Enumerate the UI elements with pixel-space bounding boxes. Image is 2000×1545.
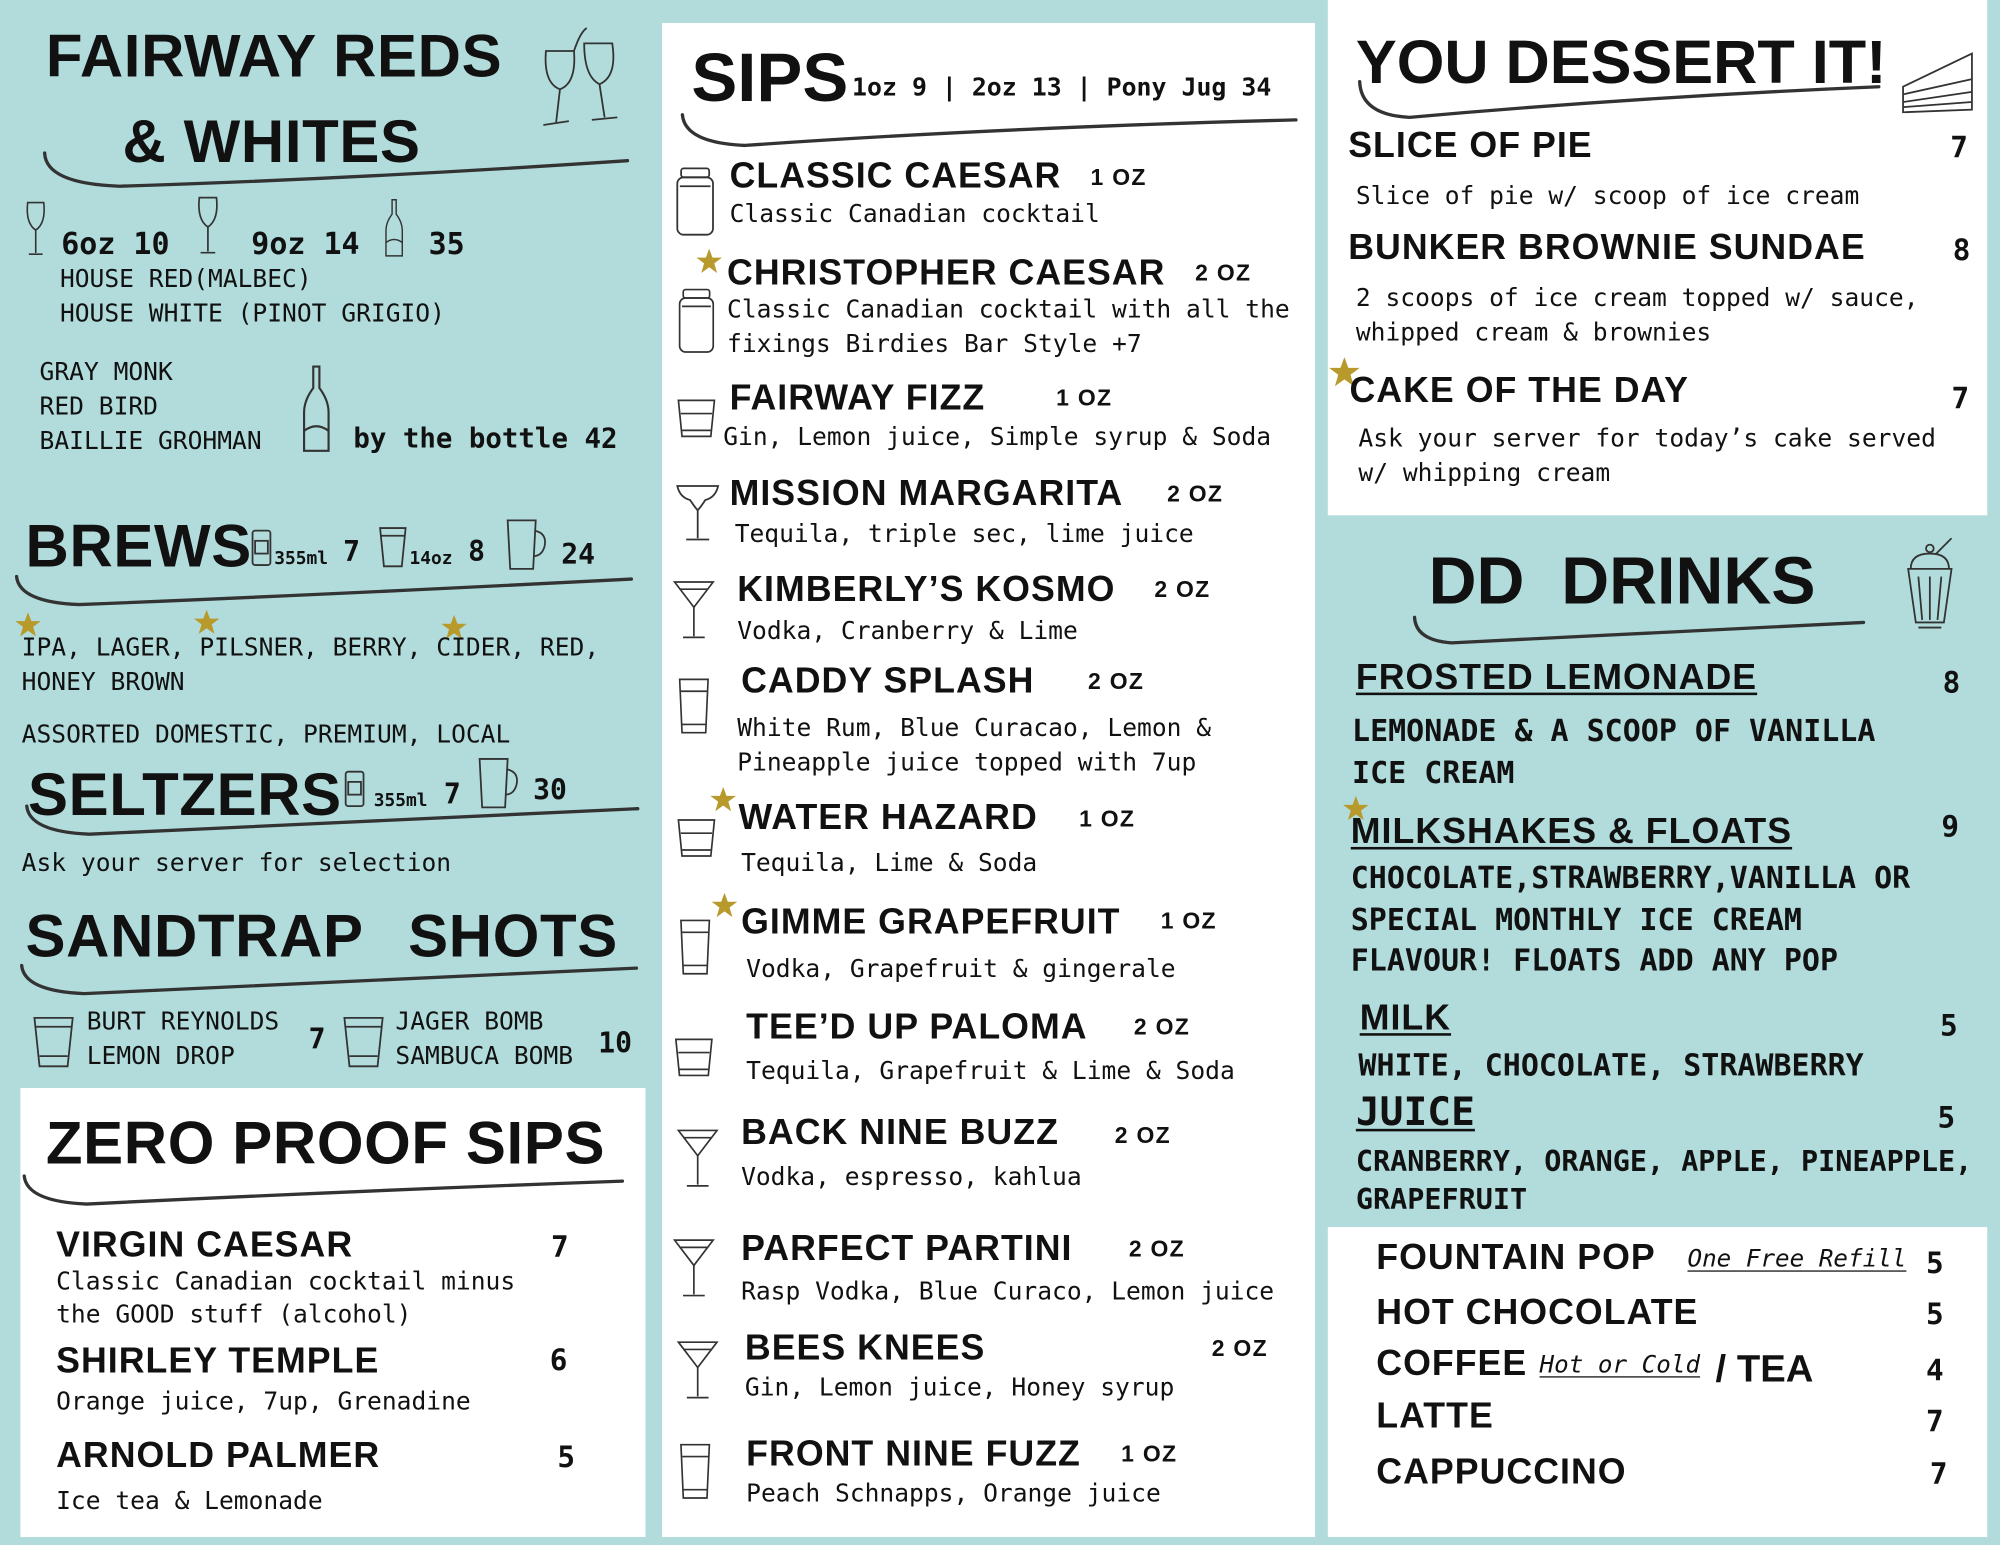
shots-swoosh-divider — [20, 963, 639, 999]
shot-item: JAGER BOMB — [395, 1006, 544, 1036]
sip-item-name: FAIRWAY FIZZ — [729, 377, 986, 418]
sip-item-name: CLASSIC CAESAR — [729, 155, 1062, 196]
bottle-wine-item: BAILLIE GROHMAN — [39, 426, 262, 456]
sip-item-name: KIMBERLY’S KOSMO — [737, 568, 1116, 609]
sip-item-size: 1 OZ — [1056, 385, 1113, 411]
hot-drink-price: 7 — [1929, 1457, 1948, 1492]
hot-drink-note: One Free Refill — [1687, 1244, 1907, 1273]
dd-item-name: MILK — [1359, 997, 1452, 1037]
dessert-item-name: CAKE OF THE DAY — [1349, 369, 1689, 410]
shot-item: SAMBUCA BOMB — [395, 1040, 574, 1071]
zero-proof-item-name: SHIRLEY TEMPLE — [56, 1340, 380, 1381]
sips-pricing: 1oz 9 | 2oz 13 | Pony Jug 34 — [852, 72, 1272, 103]
dessert-item-price: 7 — [1951, 382, 1970, 416]
highball-glass-icon — [677, 675, 710, 739]
sip-item-size: 1 OZ — [1079, 806, 1136, 832]
dd-item-price: 8 — [1942, 667, 1961, 701]
shot-item: BURT REYNOLDS — [86, 1006, 280, 1036]
brews-list: HONEY BROWN — [21, 667, 185, 697]
star-icon — [194, 610, 220, 636]
dd-item-desc: SPECIAL MONTHLY ICE CREAM — [1350, 901, 1802, 938]
cake-slice-icon — [1901, 51, 1978, 115]
sips-panel — [662, 23, 1315, 1537]
dessert-item-desc: Ask your server for today’s cake served — [1358, 423, 1936, 453]
sip-item-name: CHRISTOPHER CAESAR — [727, 252, 1166, 293]
house-white: HOUSE WHITE (PINOT GRIGIO) — [59, 298, 445, 328]
wine-bottle-icon — [384, 198, 404, 259]
star-icon — [710, 787, 736, 813]
dessert-title: YOU DESSERT IT! — [1355, 29, 1887, 97]
margarita-glass-icon — [675, 482, 721, 543]
rocks-glass-icon — [676, 816, 717, 859]
dd-item-name: JUICE — [1355, 1089, 1475, 1136]
sip-item-size: 2 OZ — [1133, 1014, 1191, 1040]
hot-drink-name: HOT CHOCOLATE — [1376, 1292, 1699, 1332]
sip-item-size: 2 OZ — [1195, 260, 1252, 286]
hot-drink-name: LATTE — [1376, 1395, 1494, 1435]
beer-can-icon — [251, 527, 271, 568]
dd-item-desc: CHOCOLATE,STRAWBERRY,VANILLA OR — [1350, 859, 1911, 896]
sip-item-desc: Tequila, Lime & Soda — [741, 848, 1038, 878]
dd-item-price: 5 — [1940, 1010, 1958, 1044]
brews-assorted: ASSORTED DOMESTIC, PREMIUM, LOCAL — [21, 719, 511, 749]
seltzers-can-size: 355ml — [373, 790, 428, 812]
sip-item-size: 2 OZ — [1154, 576, 1211, 603]
sip-item-desc: Gin, Lemon juice, Honey syrup — [744, 1372, 1175, 1402]
shots-price-1: 7 — [308, 1024, 326, 1057]
zero-proof-item-price: 7 — [551, 1230, 569, 1265]
dessert-item-price: 8 — [1952, 234, 1971, 268]
sips-swoosh-divider — [681, 112, 1298, 150]
seltzers-title: SELTZERS — [28, 760, 342, 828]
dd-item-desc: FLAVOUR! FLOATS ADD ANY POP — [1350, 942, 1839, 979]
dessert-item-desc: 2 scoops of ice cream topped w/ sauce, — [1355, 283, 1919, 313]
wine-glass-9oz-icon — [191, 195, 224, 256]
sip-item-desc: Rasp Vodka, Blue Curaco, Lemon juice — [741, 1276, 1275, 1307]
dd-item-name: FROSTED LEMONADE — [1355, 656, 1758, 697]
rocks-glass-icon — [676, 397, 717, 440]
dd-drinks-swoosh-divider — [1413, 615, 1866, 648]
sip-item-desc: Vodka, Grapefruit & gingerale — [746, 954, 1176, 984]
dd-item-desc: GRAPEFRUIT — [1355, 1183, 1528, 1217]
sip-item-desc: Tequila, Grapefruit & Lime & Soda — [746, 1056, 1235, 1086]
seltzers-can-price: 7 — [443, 779, 461, 812]
sip-item-desc: Vodka, espresso, kahlua — [741, 1161, 1082, 1192]
dd-item-desc: WHITE, CHOCOLATE, STRAWBERRY — [1358, 1047, 1864, 1083]
hot-drink-name: CAPPUCCINO — [1376, 1451, 1627, 1492]
dd-item-name: MILKSHAKES & FLOATS — [1350, 811, 1793, 851]
sip-item-size: 2 OZ — [1167, 480, 1224, 507]
shot-item: LEMON DROP — [86, 1040, 235, 1071]
zero-proof-item-price: 5 — [557, 1441, 576, 1475]
pint-glass-icon — [379, 524, 407, 570]
brews-can-size: 355ml — [274, 548, 329, 569]
sip-item-size: 2 OZ — [1128, 1235, 1185, 1262]
wine-swoosh-divider — [43, 151, 630, 192]
house-red: HOUSE RED(MALBEC) — [59, 264, 312, 294]
sip-item-size: 2 OZ — [1114, 1122, 1171, 1148]
shot-glass-icon — [342, 1014, 385, 1070]
martini-glass-icon — [672, 1235, 715, 1301]
sip-item-name: MISSION MARGARITA — [729, 473, 1124, 513]
hot-drink-name: FOUNTAIN POP — [1376, 1237, 1656, 1277]
dd-drinks-title: DD DRINKS — [1428, 544, 1816, 619]
shots-title-sandtrap: SANDTRAP — [25, 901, 364, 970]
star-icon — [696, 249, 722, 275]
by-the-bottle-price: by the bottle 42 — [353, 423, 618, 456]
brews-pitcher-price: 24 — [561, 539, 596, 572]
zero-proof-title: ZERO PROOF SIPS — [45, 1108, 606, 1177]
zero-proof-item-desc: Ice tea & Lemonade — [56, 1485, 323, 1516]
dessert-item-desc: w/ whipping cream — [1358, 457, 1611, 488]
shots-price-2: 10 — [598, 1028, 633, 1060]
hot-drink-name: COFFEE — [1376, 1343, 1528, 1383]
sip-item-name: BACK NINE BUZZ — [741, 1112, 1059, 1152]
martini-glass-icon — [676, 1337, 719, 1403]
dessert-item-desc: whipped cream & brownies — [1355, 317, 1712, 347]
zero-proof-item-name: VIRGIN CAESAR — [56, 1224, 354, 1265]
dd-item-desc: CRANBERRY, ORANGE, APPLE, PINEAPPLE, — [1355, 1145, 1973, 1179]
rocks-glass-icon — [673, 1036, 714, 1079]
dessert-item-price: 7 — [1950, 131, 1968, 165]
dd-item-desc: LEMONADE & A SCOOP OF VANILLA — [1352, 713, 1876, 749]
bottle-wine-item: GRAY MONK — [39, 357, 173, 387]
sip-item-size: 1 OZ — [1090, 164, 1147, 191]
dd-item-desc: ICE CREAM — [1352, 755, 1515, 791]
brews-can-price: 7 — [343, 536, 361, 569]
wine-title-line-1: FAIRWAY REDS — [45, 21, 503, 90]
sip-item-desc: White Rum, Blue Curacao, Lemon & — [737, 713, 1212, 743]
brews-swoosh-divider — [15, 574, 634, 610]
zero-proof-item-desc: Classic Canadian cocktail minus — [56, 1266, 516, 1296]
hot-drink-price: 7 — [1926, 1405, 1944, 1439]
wine-9oz-price: 9oz 14 — [251, 225, 360, 262]
sip-item-size: 1 OZ — [1121, 1441, 1178, 1467]
seltzers-swoosh-divider — [26, 804, 641, 840]
sip-item-desc: Classic Canadian cocktail with all the — [727, 294, 1290, 324]
sip-item-desc: Peach Schnapps, Orange juice — [746, 1478, 1161, 1508]
sip-item-name: FRONT NINE FUZZ — [746, 1433, 1081, 1474]
highball-glass-icon — [679, 916, 712, 980]
wine-glass-6oz-icon — [23, 200, 49, 257]
martini-glass-icon — [676, 1125, 719, 1191]
hot-drink-price: 5 — [1926, 1247, 1944, 1281]
sip-item-size: 2 OZ — [1211, 1335, 1268, 1361]
hot-drink-price: 4 — [1926, 1354, 1944, 1388]
pitcher-icon — [503, 517, 549, 573]
seltzers-pitcher-price: 30 — [533, 775, 567, 808]
hot-drink-suffix: / TEA — [1715, 1348, 1814, 1391]
dd-item-price: 5 — [1937, 1102, 1956, 1136]
highball-glass-icon — [679, 1440, 712, 1504]
sip-item-name: GIMME GRAPEFRUIT — [741, 901, 1121, 942]
shots-title-shots: SHOTS — [408, 901, 618, 970]
star-icon — [712, 893, 738, 919]
wine-6oz-price: 6oz 10 — [61, 225, 170, 262]
brews-list: IPA, LAGER, PILSNER, BERRY, CIDER, RED, — [21, 632, 600, 662]
brews-title: BREWS — [25, 511, 252, 580]
zero-proof-swoosh-divider — [23, 1173, 625, 1209]
sip-item-size: 2 OZ — [1088, 668, 1145, 694]
hot-drink-note: Hot or Cold — [1539, 1350, 1701, 1379]
wine-bottle-icon — [301, 362, 332, 456]
wine-title-line-2: & WHITES — [122, 107, 421, 175]
zero-proof-item-desc: the GOOD stuff (alcohol) — [56, 1299, 412, 1330]
sip-item-desc: fixings Birdies Bar Style +7 — [727, 329, 1142, 359]
caesar-jar-icon — [673, 166, 716, 237]
zero-proof-item-price: 6 — [549, 1344, 568, 1378]
wine-bottle-price: 35 — [428, 225, 465, 262]
zero-proof-item-name: ARNOLD PALMER — [56, 1434, 381, 1475]
brews-pint-size: 14oz — [409, 548, 453, 569]
sips-title: SIPS — [691, 39, 849, 117]
shot-glass-icon — [32, 1014, 75, 1070]
sip-item-desc: Classic Canadian cocktail — [729, 198, 1100, 229]
dessert-item-desc: Slice of pie w/ scoop of ice cream — [1355, 181, 1860, 211]
brews-pint-price: 8 — [468, 536, 486, 569]
seltzer-can-icon — [344, 768, 364, 809]
sip-item-size: 1 OZ — [1160, 908, 1217, 934]
dessert-item-name: BUNKER BROWNIE SUNDAE — [1348, 227, 1866, 267]
sip-item-desc: Gin, Lemon juice, Simple syrup & Soda — [723, 422, 1272, 452]
hot-drink-price: 5 — [1926, 1298, 1944, 1332]
dd-item-price: 9 — [1941, 811, 1960, 845]
dessert-item-name: SLICE OF PIE — [1348, 124, 1593, 165]
dessert-swoosh-divider — [1358, 79, 1881, 122]
martini-glass-icon — [672, 577, 715, 643]
zero-proof-item-desc: Orange juice, 7up, Grenadine — [56, 1386, 471, 1416]
sip-item-name: CADDY SPLASH — [741, 660, 1035, 701]
sip-item-name: PARFECT PARTINI — [741, 1228, 1073, 1268]
milkshake-icon — [1903, 536, 1957, 633]
sip-item-name: BEES KNEES — [744, 1327, 986, 1368]
sip-item-desc: Tequila, triple sec, lime juice — [734, 519, 1194, 549]
bottle-wine-item: RED BIRD — [39, 391, 159, 421]
sip-item-desc: Pineapple juice topped with 7up — [737, 747, 1197, 777]
sip-item-desc: Vodka, Cranberry & Lime — [737, 616, 1078, 646]
caesar-jar-icon — [676, 286, 717, 356]
cheers-glasses-icon — [536, 26, 625, 131]
sip-item-name: TEE’D UP PALOMA — [746, 1006, 1088, 1046]
seltzers-note: Ask your server for selection — [21, 848, 452, 878]
sip-item-name: WATER HAZARD — [738, 797, 1038, 837]
